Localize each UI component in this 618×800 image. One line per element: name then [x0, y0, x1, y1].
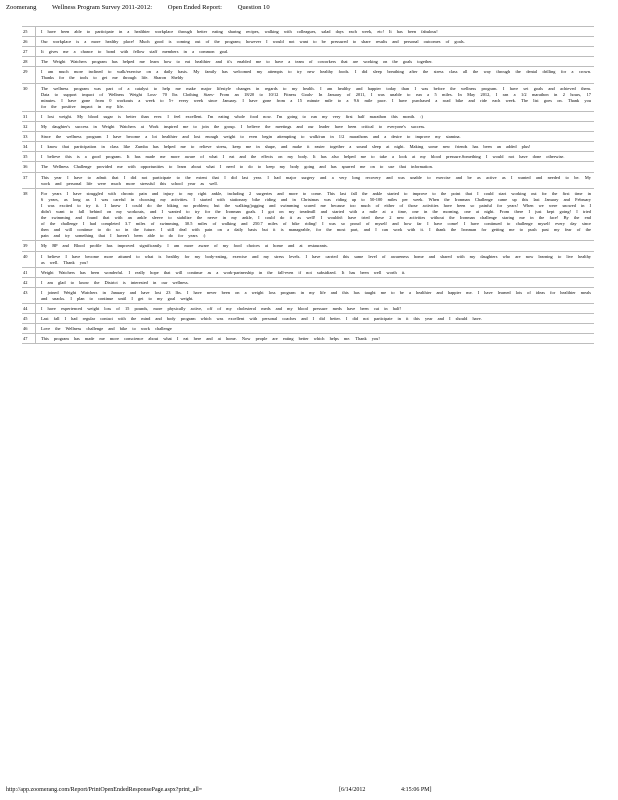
response-number: 30	[23, 85, 28, 91]
response-row	[22, 303, 594, 313]
response-number: 43	[23, 289, 28, 295]
response-number: 35	[23, 154, 28, 160]
response-number: 40	[23, 253, 28, 259]
response-text: The Wellness Challenge provided me with opportunities to learn about what I need to do to keep my body going and has spurred me on to use that information.	[35, 162, 594, 171]
response-row	[22, 56, 594, 66]
response-text: Last fall I had regular contact with the mind and body program which was excellent with personal coaches and I did better. I did not participate in it this year and I should have.	[35, 314, 594, 323]
response-text: The wellness program was part of a catalyst to help me make major lifestyle changes in regards to my health. I am healthy and happier today than I was before the wellness program. I have set goals and achieved them. Data to support impact of Wellness Weight Loss- 70 lbs Clothing Sizes- From an 18/20 to 10/12 Fitness Goals- In January of 2011, I was unable to run a 5 miles. In May 2012, I ran a 1/2 marathon in 2 hours, 17 minutes. I have gone from 0 workouts a week to 5+ every week since January. I have gone from a 15 minute mile to a 9.6 mile pace. I have purchased a road bike and ride each week. The list goes on. Thank you for the positive impact in my life.	[35, 84, 594, 111]
response-text: I know that participation in class like Zumba has helped me to relieve stress, keep me in shape, and make it easier together a sound sleep at night. Making some new friends has been an added plus!	[35, 142, 594, 151]
footer-date: [6/14/2012	[339, 787, 366, 793]
response-row	[22, 267, 594, 277]
response-row	[22, 36, 594, 46]
response-text: I believe I have become more attuned to what is healthy for my body-eating, exercise and my stress levels. I have carried this same level of awareness home and shared with my daughters who are now learning to live healthy as well. Thank you!	[35, 252, 594, 267]
response-text: Love the Wellness challenge and bike to work challenge	[35, 324, 594, 333]
response-row	[22, 333, 594, 344]
page-footer	[6, 787, 432, 793]
response-number: 28	[23, 59, 28, 65]
response-text: I have been able to participate in a healthier workplace through better eating sharing recipes, walking with colleagues, salad days each week, etc! It has been fabulous!	[35, 27, 594, 36]
response-row	[22, 251, 594, 267]
page-header	[6, 4, 284, 11]
responses-table	[22, 26, 594, 344]
response-number: 34	[23, 144, 28, 150]
survey-title: Wellness Program Survey 2011-2012:	[51, 4, 153, 11]
response-text: The Weight Watchers program has helped me learn how to eat healthier and it's enabled me to have a team of coworkers that are working on the goals together.	[35, 57, 594, 66]
response-row	[22, 188, 594, 241]
response-row	[22, 323, 594, 333]
response-number: 46	[23, 326, 28, 332]
response-text: I joined Weight Watchers in January and have lost 23 lbs. I have never been on a weight loss program in my life and this has taught me to be a healthier and happier me. I have learned lots of ideas for healthier meals and snacks. I plan to continue until I get to my goal weight.	[35, 288, 594, 303]
response-row	[22, 151, 594, 161]
response-row	[22, 161, 594, 171]
response-text: My BP and Blood profile has improved significantly. I am more aware of my food choices at home and at restaurants.	[35, 241, 594, 250]
response-text: I am much more inclined to walk/exercise on a daily basis. My family has welcomed my attempts to try new healthy foods. I did sleep breathing after the stress class all the way through the dental drilling for a crown. Thanks for the tools to get me through life. Sharon Sheldy	[35, 67, 594, 82]
response-number: 41	[23, 269, 28, 275]
response-text: Since the wellness program I have become a lot healthier and lost enough weight to even begin attempting to walk/run in 1/2 marathons and a desire to improve my stamina.	[35, 132, 594, 141]
response-text: I believe this is a good program. It has made me more aware of what I eat and the effects on my body. It has also helped me to take a look at my blood pressure.Something I would not have done otherwise.	[35, 152, 594, 161]
response-text: I have experienced weight loss of 15 pounds, more physically active, off of my cholesterol meds and my blood pressure meds have been cut in half!	[35, 304, 594, 313]
response-row	[22, 131, 594, 141]
footer-url[interactable]: http://app.zoomerang.com/Report/PrintOpenEndedResponsePage.aspx?print_all=	[6, 787, 203, 793]
report-title: Open Ended Report:	[167, 4, 222, 11]
response-row	[22, 313, 594, 323]
response-number: 47	[23, 336, 28, 342]
response-number: 36	[23, 164, 28, 170]
response-row	[22, 66, 594, 82]
response-text: My daughter's success in Weight Watchers at Work inspired me to join the group. I believe the meetings and our leader have been critical to everyone's success.	[35, 122, 594, 131]
response-row	[22, 172, 594, 188]
response-row	[22, 287, 594, 303]
response-text: I am glad to know the District is interested in our wellness.	[35, 278, 594, 287]
response-text: Our workplace is a more healthy place! Much good is coming out of the program; however I would not want to be pressured to share results and personal outcomes of goals.	[35, 37, 594, 46]
response-number: 31	[23, 113, 28, 119]
response-number: 37	[23, 174, 28, 180]
response-text: I lost weight. My blood sugar is better than ever. I feel excellent. I'm eating whole food now. I'm going to run my very first half marathon this month. :)	[35, 112, 594, 121]
response-text: For years I have struggled with chronic pain and injury to my right ankle, including 2 surgeries and more to come. This last fall the ankle started to improve to the point that I could start working out for the first time in 6 years, as long as I was careful in choosing my activities. I started with stationary bike riding and in Christmas was riding up to 50-100 miles per week. When the Ironman Challenge came up this last January and February I was excited to try it. I knew I could do the biking no problem; but the walking/jogging and swimming scared me because too much of either of those activities have been so painful for years! When we were snowed in I didn't want to fall behind on my workouts, and I wanted to try for the Ironman goals. I got on my treadmill and started with a mile at a time, one in the morning, one at night. From there I just kept going! I tried the swimming and found that with an ankle sleeve to stabilize the nerve in my ankle, I could do it as well! I wouldn't have tried these 2 new activities without the Ironman challenge staring me in the face! By the end of the challenge I had completed 3.7 miles of swimming, 30.5 miles of walking and 250.7 miles of bike riding! I was so proud of myself and how far I have come! I have continued to challenge myself every day since then and will continue to do so in the future. I still deal with pain on a daily basis but it is manageable, for the most part, and I can work with it. I thank the Ironman for getting me to push past my fear of the pain and try something that I haven't been able to do for years :)	[35, 189, 594, 241]
response-row	[22, 121, 594, 131]
response-number: 27	[23, 49, 28, 55]
response-number: 26	[23, 39, 28, 45]
response-text: It gives me a chance to bond with fellow staff members in a common goal.	[35, 47, 594, 56]
response-row	[22, 277, 594, 287]
response-number: 29	[23, 69, 28, 75]
response-row	[22, 111, 594, 121]
response-text: This program has made me more conscience about what I eat here and at home. Now people are eating better which helps me. Thank you!	[35, 334, 594, 343]
response-number: 44	[23, 306, 28, 312]
response-text: This year I have to admit that I did not participate to the extent that I did last year. I had major surgery and a very long recovery and was unable to exercise and be as active as I wanted and needed to be. My work and personal life were much more stressful this school year as well.	[35, 173, 594, 188]
footer-time: 4:15:06 PM]	[401, 787, 432, 793]
response-number: 42	[23, 279, 28, 285]
response-row	[22, 83, 594, 111]
response-row	[22, 26, 594, 36]
response-number: 45	[23, 316, 28, 322]
question-label: Question 10	[237, 4, 270, 11]
response-number: 33	[23, 134, 28, 140]
brand-name: Zoomerang	[6, 4, 37, 11]
response-number: 25	[23, 29, 28, 34]
response-row	[22, 141, 594, 151]
response-text: Weight Watchers has been wonderful. I really hope that will continue as a work-partnership in the fall-even if not subsidized. It has been well worth it.	[35, 268, 594, 277]
response-number: 32	[23, 124, 28, 130]
response-row	[22, 46, 594, 56]
response-number: 39	[23, 243, 28, 249]
response-number: 38	[23, 190, 28, 196]
response-row	[22, 240, 594, 250]
